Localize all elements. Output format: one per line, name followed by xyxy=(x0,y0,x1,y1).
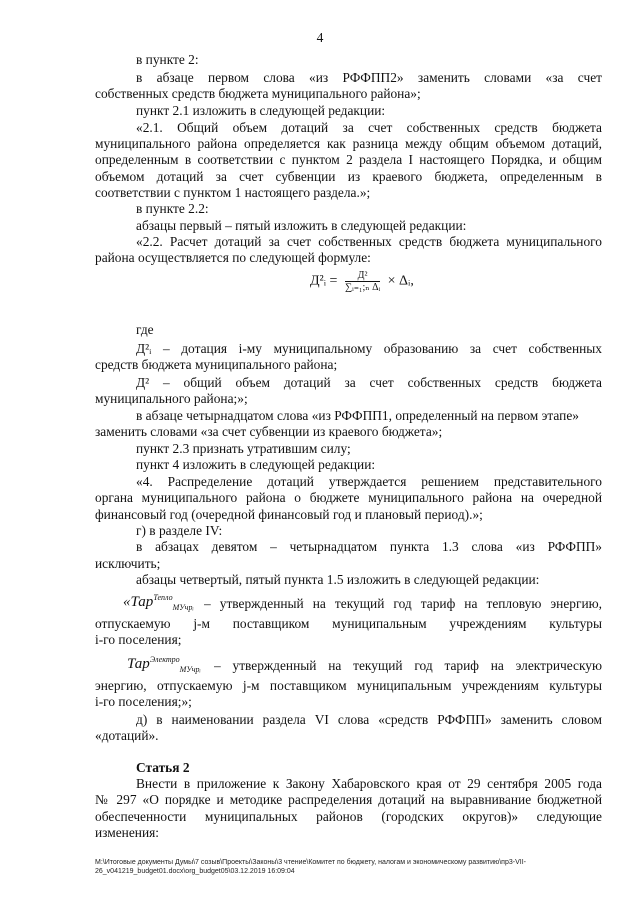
text-line: абзацы первый – пятый изложить в следующей редакции: xyxy=(136,218,467,233)
text-line: «2.2. Расчет дотаций за счет собственных средств бюджета муниципального xyxy=(136,234,602,249)
formula-fraction xyxy=(345,270,380,293)
article-heading: Статья 2 xyxy=(136,760,190,775)
formula-rhs: × Δᵢ, xyxy=(387,273,414,289)
text-line: «дотаций». xyxy=(95,728,159,743)
text-line: в абзацах девятом – четырнадцатом пункта 1.3 слова «из РФФПП» xyxy=(136,539,602,554)
text-line: отпускаемую j-м поставщиком муниципальным учреждениям культуры xyxy=(95,616,602,631)
text-line: определенным в соответствии с пунктом 2 раздела I настоящего Порядка, и общим xyxy=(95,152,602,167)
text-line: пункт 4 изложить в следующей редакции: xyxy=(136,457,376,472)
formula-denominator: ∑ᵢ₌₁;ₙ Δᵢ xyxy=(344,282,381,293)
text-line: пункт 2.3 признать утратившим силу; xyxy=(136,441,351,456)
text-line: «4. Распределение дотаций утверждается решением представительного xyxy=(136,474,602,489)
text-line: заменить словами «за счет субвенции из краевого бюджета»; xyxy=(95,424,443,439)
text-line: – утвержденный на текущий год тариф на электрическую xyxy=(214,658,602,673)
text-line: д) в наименовании раздела VI слова «средств РФФПП» заменить словом xyxy=(136,712,602,727)
page-number: 4 xyxy=(316,30,324,45)
text-line: Д²ᵢ – дотация i-му муниципальному образованию за счет собственных xyxy=(136,341,602,356)
text-line: i-го поселения; xyxy=(95,632,182,647)
text-line: – утвержденный на текущий год тариф на тепловую энергию, xyxy=(204,596,602,611)
text-line: в абзаце первом слова «из РФФПП2» заменить словами «за счет xyxy=(136,70,602,85)
text-line: Внести в приложение к Закону Хабаровского края от 29 сентября 2005 года xyxy=(136,776,602,791)
text-line: № 297 «О порядке и методике распределения дотаций на выравнивание бюджетной xyxy=(95,792,602,807)
formula-numerator: Д² xyxy=(345,270,380,282)
text-line: муниципального района определяется как разница между общим объемом дотаций, xyxy=(95,136,602,151)
text-line: изменения: xyxy=(95,825,160,840)
text-line: района осуществляется по следующей формуле: xyxy=(95,250,371,265)
text-line: в пункте 2.2: xyxy=(136,201,209,216)
text-line: исключить; xyxy=(95,556,161,571)
text-line: органа муниципального района о бюджете муниципального района на очередной xyxy=(95,490,602,505)
text-line: где xyxy=(136,322,154,337)
text-line: г) в разделе IV: xyxy=(136,523,223,538)
text-line: энергию, отпускаемую j-м поставщиком муниципальным учреждениям культуры xyxy=(95,678,602,693)
text-line: абзацы четвертый, пятый пункта 1.5 изложить в следующей редакции: xyxy=(136,572,540,587)
text-line: Д² – общий объем дотаций за счет собственных средств бюджета xyxy=(136,375,602,390)
text-line: муниципального района;»; xyxy=(95,391,248,406)
text-line: обеспеченности муниципальных районов (городских округов)» следующие xyxy=(95,809,602,824)
dotation-formula xyxy=(310,270,414,293)
formula-lhs: Д²ᵢ = xyxy=(310,273,338,289)
text-line: средств бюджета муниципального района; xyxy=(95,357,338,372)
text-line: в пункте 2: xyxy=(136,52,199,67)
text-line: собственных средств бюджета муниципального района»; xyxy=(95,86,421,101)
text-line: соответствии с пунктом 1 настоящего раздела.»; xyxy=(95,185,371,200)
file-path-footer: M:\Итоговые документы Думы\7 созыв\Проекты\Законы\3 чтение\Комитет по бюджету, налогам и экономическому развитию\пр3-VII-26_v041219_budget01.docx\org_budget05\03.12.2019 16:09:04 xyxy=(95,859,526,875)
tariff-heat-symbol: «Тар$^{Тепло}_{МУчрᵢ}$ xyxy=(123,593,194,612)
text-line: «2.1. Общий объем дотаций за счет собственных средств бюджета xyxy=(136,120,602,135)
text-line: i-го поселения;»; xyxy=(95,694,192,709)
text-line: пункт 2.1 изложить в следующей редакции: xyxy=(136,103,386,118)
text-line: финансовый год (очередной финансовый год и плановый период).»; xyxy=(95,507,483,522)
text-line: в абзаце четырнадцатом слова «из РФФПП1, определенный на первом этапе» xyxy=(136,408,579,423)
tariff-electro-symbol: Тар$^{Электро}_{МУчрᵢ}$ xyxy=(127,655,201,674)
text-line: объемом дотаций за счет субвенции из краевого бюджета, определенным в xyxy=(95,169,602,184)
